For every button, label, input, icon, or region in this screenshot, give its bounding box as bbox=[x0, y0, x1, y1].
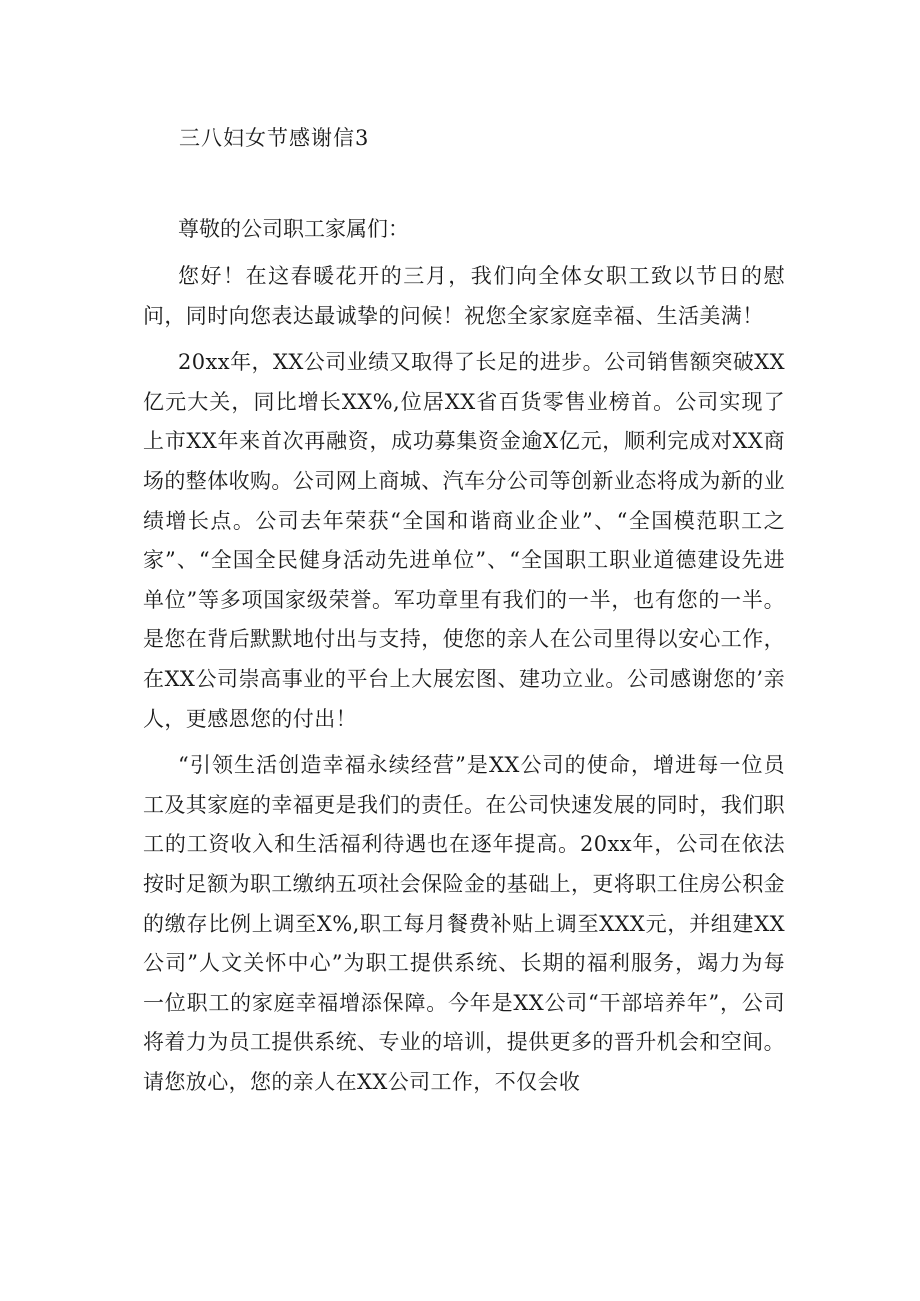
document-title: 三八妇女节感谢信3 bbox=[179, 126, 370, 150]
paragraph-achievements: 20xx年，XX公司业绩又取得了长足的进步。公司销售额突破XX亿元大关，同比增长XX%,位居XX省百货零售业榜首。公司实现了上市XX年来首次再融资，成功募集资金逾X亿元，顺利完成对XX商场的整体收购。公司网上商城、汽车分公司等创新业态将成为新的业绩增长点。公司去年荣获“全国和谐商业企业”、“全国模范职工之家”、“全国全民健身活动先进单位”、“全国职工职业道德建设先进单位”等多项国家级荣誉。军功章里有我们的一半，也有您的一半。是您在背后默默地付出与支持，使您的亲人在公司里得以安心工作，在XX公司崇高事业的平台上大展宏图、建功立业。公司感谢您的’亲人，更感恩您的付出！ bbox=[143, 350, 785, 731]
salutation: 尊敬的公司职工家属们： bbox=[178, 217, 409, 241]
paragraph-greeting: 您好！在这春暖花开的三月，我们向全体女职工致以节日的慰问，同时向您表达最诚挚的问候！祝您全家家庭幸福、生活美满！ bbox=[143, 264, 785, 328]
letter-body bbox=[143, 209, 785, 1109]
paragraph-welfare: “引领生活创造幸福永续经营”是XX公司的使命，增进每一位员工及其家庭的幸福更是我们的责任。在公司快速发展的同时，我们职工的工资收入和生活福利待遇也在逐年提高。20xx年，公司在依法按时足额为职工缴纳五项社会保险金的基础上，更将职工住房公积金的缴存比例上调至X%,职工每月餐费补贴上调至XXX元，并组建XX公司”人文关怀中心”为职工提供系统、长期的福利服务，竭力为每一位职工的家庭幸福增添保障。今年是XX公司“干部培养年”，公司将着力为员工提供系统、专业的培训，提供更多的晋升机会和空间。请您放心，您的亲人在XX公司工作，不仅会收 bbox=[143, 753, 785, 1094]
